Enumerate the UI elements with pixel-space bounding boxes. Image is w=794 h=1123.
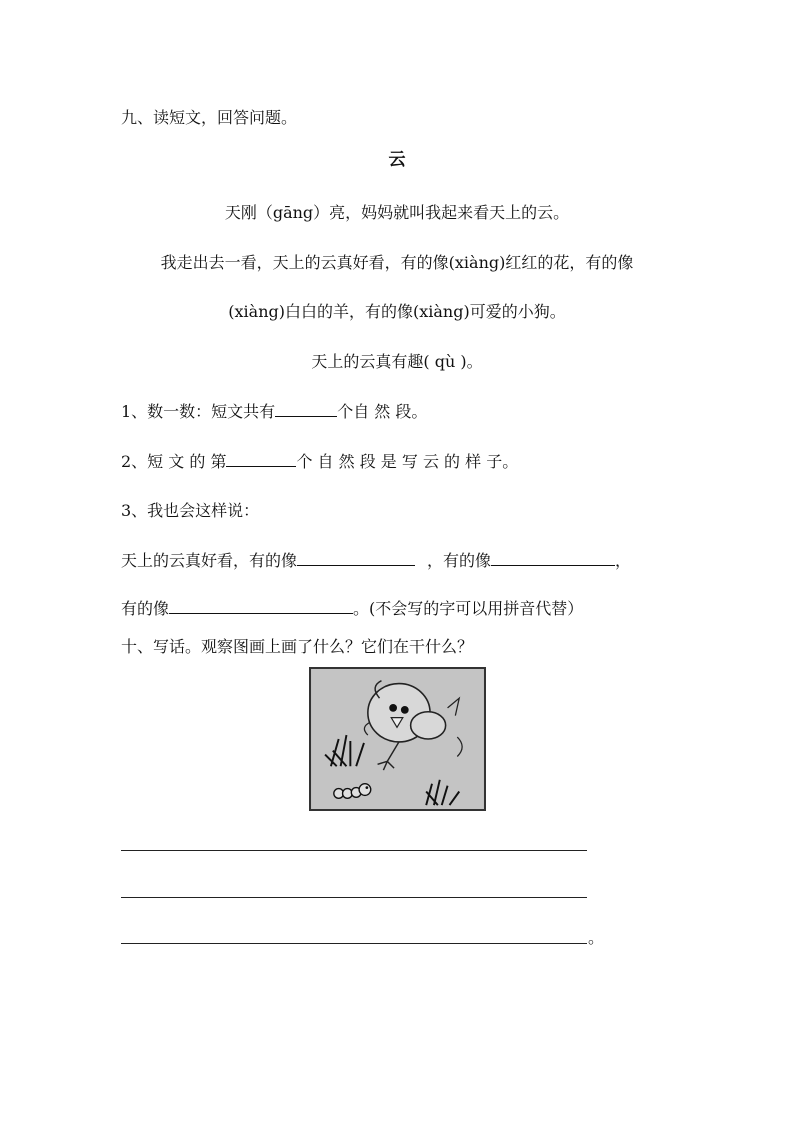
question-3-label: 3、我也会这样说： [121,501,260,520]
passage-line-4: 天上的云真有趣( qù )。 [311,352,483,371]
answer-blank-paragraph-number[interactable] [226,452,296,467]
q3-part3: ， [615,551,632,570]
section9-heading: 九、读短文，回答问题。 [121,108,298,127]
question-3-sentence-1 [121,551,631,571]
answer-blank-like-3[interactable] [169,599,353,614]
q3-part2: ，有的像 [427,551,492,570]
question-1-prefix: 1、数一数：短文共有 [121,402,276,421]
passage-line-3: (xiàng)白白的羊，有的像(xiàng)可爱的小狗。 [228,302,566,321]
passage-line-1: 天刚（gāng）亮，妈妈就叫我起来看天上的云。 [224,203,570,222]
passage-title: 云 [388,150,406,170]
answer-blank-like-2[interactable] [491,551,615,566]
q3-part5: 。(不会写的字可以用拼音代替） [353,599,584,618]
question-3-sentence-2 [121,599,583,619]
writing-line-1[interactable] [121,850,587,851]
question-2 [121,452,518,472]
writing-line-2[interactable] [121,897,587,898]
question-2-prefix: 2、短 文 的 第 [121,452,227,471]
question-1 [121,402,427,422]
passage-line-2: 我走出去一看，天上的云真好看，有的像(xiàng)红红的花，有的像 [160,253,634,272]
section10-heading: 十、写话。观察图画上画了什么？它们在干什么？ [121,637,474,656]
question-2-suffix: 个 自 然 段 是 写 云 的 样 子。 [296,452,519,471]
writing-line-3[interactable] [121,943,587,944]
answer-blank-like-1[interactable] [297,551,415,566]
q3-part4: 有的像 [121,599,170,618]
q3-part1: 天上的云真好看，有的像 [121,551,298,570]
writing-end-mark: 。 [588,928,605,947]
question-1-suffix: 个自 然 段。 [337,402,428,421]
chick-and-caterpillar-drawing-icon [309,667,486,811]
answer-blank-paragraph-count[interactable] [275,402,337,417]
